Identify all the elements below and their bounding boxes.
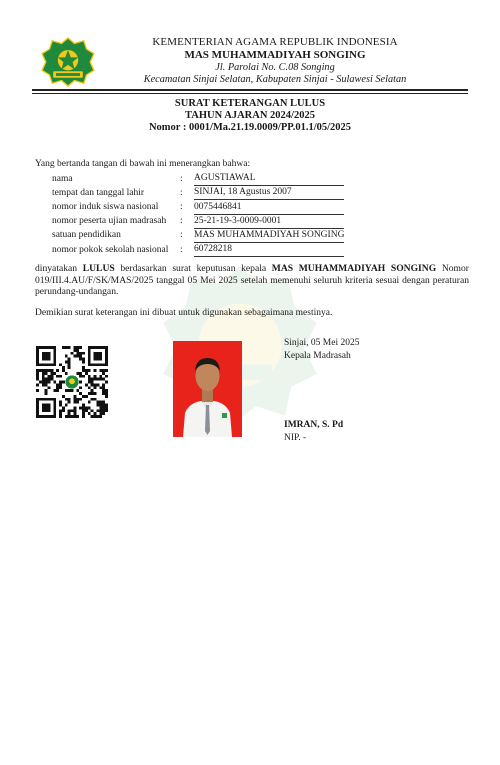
info-row [52,214,344,228]
info-colon: : [180,216,183,227]
info-value: 60728218 [194,242,344,256]
student-photo [173,341,242,437]
school-address: Jl. Parolai No. C.08 Songing [215,62,335,73]
graduation-statement [35,263,469,298]
info-row [52,242,344,256]
document-title [100,98,400,133]
info-row [52,200,344,214]
info-colon: : [180,202,183,213]
signature-block [284,337,360,443]
statement-part-2: berdasarkan surat keputusan kepala [114,263,272,274]
info-value: SINJAI, 18 Agustus 2007 [194,186,344,200]
info-label: satuan pendidikan [52,230,121,241]
info-value: 25-21-19-3-0009-0001 [194,214,344,228]
info-colon: : [180,187,183,198]
ministry-name: KEMENTERIAN AGAMA REPUBLIK INDONESIA [152,36,398,48]
info-label: nomor pokok sekolah nasional [52,244,169,255]
signatory-name: IMRAN, S. Pd [284,420,344,430]
info-row [52,186,344,200]
info-label: nomor peserta ujian madrasah [52,216,167,227]
statement-part-1: dinyatakan [35,263,83,274]
title-heading: SURAT KETERANGAN LULUS [174,98,326,109]
header-divider-thick [32,89,468,91]
info-colon: : [180,173,183,184]
letterhead [140,36,410,86]
info-colon: : [180,244,183,255]
intro-text: Yang bertanda tangan di bawah ini menerangkan bahwa: [35,159,251,169]
signatory-nip: NIP. - [284,433,307,443]
student-info-table [52,172,344,257]
signature-place-date: Sinjai, 05 Mei 2025 [284,338,360,348]
closing-text: Demikian surat keterangan ini dibuat untuk digunakan sebagaimana mestinya. [35,308,333,318]
info-value: MAS MUHAMMADIYAH SONGING [194,228,344,242]
info-row [52,172,344,186]
statement-school: MAS MUHAMMADIYAH SONGING [271,263,437,274]
title-year: TAHUN AJARAN 2024/2025 [185,109,315,121]
school-district: Kecamatan Sinjai Selatan, Kabupaten Sinjai - Sulawesi Selatan [143,74,407,85]
status-lulus: LULUS [82,263,115,274]
signature-position: Kepala Madrasah [284,350,351,361]
info-value: AGUSTIAWAL [194,172,344,186]
info-value: 0075446841 [194,200,344,214]
title-number: Nomor : 0001/Ma.21.19.0009/PP.01.1/05/2025 [148,121,352,133]
info-label: tempat dan tanggal lahir [52,187,145,198]
qr-code-icon [36,346,108,418]
info-label: nama [52,173,73,184]
header-divider-thin [32,93,468,94]
school-name: MAS MUHAMMADIYAH SONGING [184,49,366,61]
info-row [52,228,344,242]
statement-part-3: Nomor 019/III.4.AU/F/SK/MAS/2025 tanggal 05 Mei 2025 setelah memenuhi seluruh kriteria sesuai dengan peraturan perundang-undangan. [35,263,469,298]
info-label: nomor induk siswa nasional [52,202,159,213]
info-colon: : [180,230,183,241]
kementerian-agama-logo-icon [40,37,96,87]
